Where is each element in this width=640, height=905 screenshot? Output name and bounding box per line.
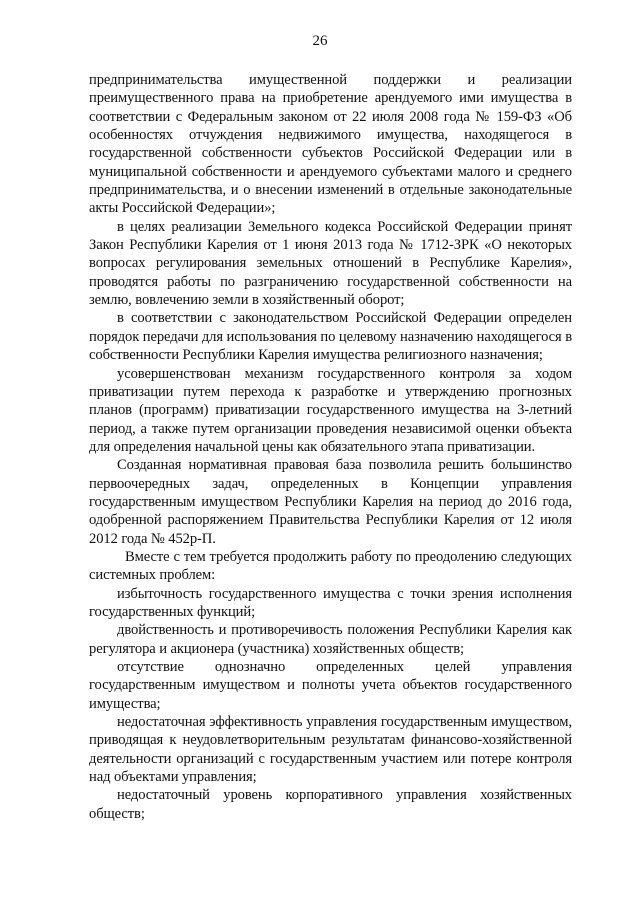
list-item: двойственность и противоречивость положения Республики Карелия как регулятора и акционера (участника) хозяйственных обществ; xyxy=(89,622,572,657)
document-body xyxy=(89,71,572,823)
paragraph: усовершенствован механизм государственного контроля за ходом приватизации путем перехода к разработке и утверждению прогнозных планов (программ) приватизации государственного имущества на 3-летний период, а также путем организации проведения независимой оценки объекта для определения начальной цены как обязательного этапа приватизации. xyxy=(89,365,572,455)
paragraph: в соответствии с законодательством Российской Федерации определен порядок передачи для использования по целевому назначению находящегося в собственности Республики Карелия имущества религиозного назначения; xyxy=(89,310,573,364)
paragraph: Созданная нормативная правовая база позволила решить большинство первоочередных задач, определенных в Концепции управления государственным имуществом Республики Карелия на период до 2016 года, одобренной распоряжением Правительства Республики Карелия от 12 июля 2012 года № 452р-П. xyxy=(89,457,572,547)
page-number: 26 xyxy=(312,33,328,49)
paragraph: предпринимательства имущественной поддержки и реализации преимущественного права на приобретение арендуемого ими имущества в соответствии с Федеральным законом от 22 июля 2008 года № 159-ФЗ «Об особенностях отчуждения недвижимого имущества, находящегося в государственной собственности субъектов Российской Федерации или в муниципальной собственности и арендуемого субъектами малого и среднего предпринимательства, и о внесении изменений в отдельные законодательные акты Российской Федерации»; xyxy=(89,72,572,217)
paragraph: Вместе с тем требуется продолжить работу по преодолению следующих системных проблем: xyxy=(89,548,572,584)
list-item: недостаточный уровень корпоративного управления хозяйственных обществ; xyxy=(89,787,572,822)
paragraph: в целях реализации Земельного кодекса Российской Федерации принят Закон Республики Карелия от 1 июня 2013 года № 1712-ЗРК «О некоторых вопросах регулирования земельных отношений в Республике Карелия», проводятся работы по разграничению государственной собственности на землю, вовлечению земли в хозяйственный оборот; xyxy=(89,218,572,309)
list-item: отсутствие однозначно определенных целей управления государственным имуществом и полноты учета объектов государственного имущества; xyxy=(89,659,572,712)
list-item: недостаточная эффективность управления государственным имуществом, приводящая к неудовлетворительным результатам финансово-хозяйственной деятельности организаций с государственным участием или потере контроля над объектами управления; xyxy=(89,714,572,786)
list-item: избыточность государственного имущества с точки зрения исполнения государственных функций; xyxy=(89,585,572,620)
